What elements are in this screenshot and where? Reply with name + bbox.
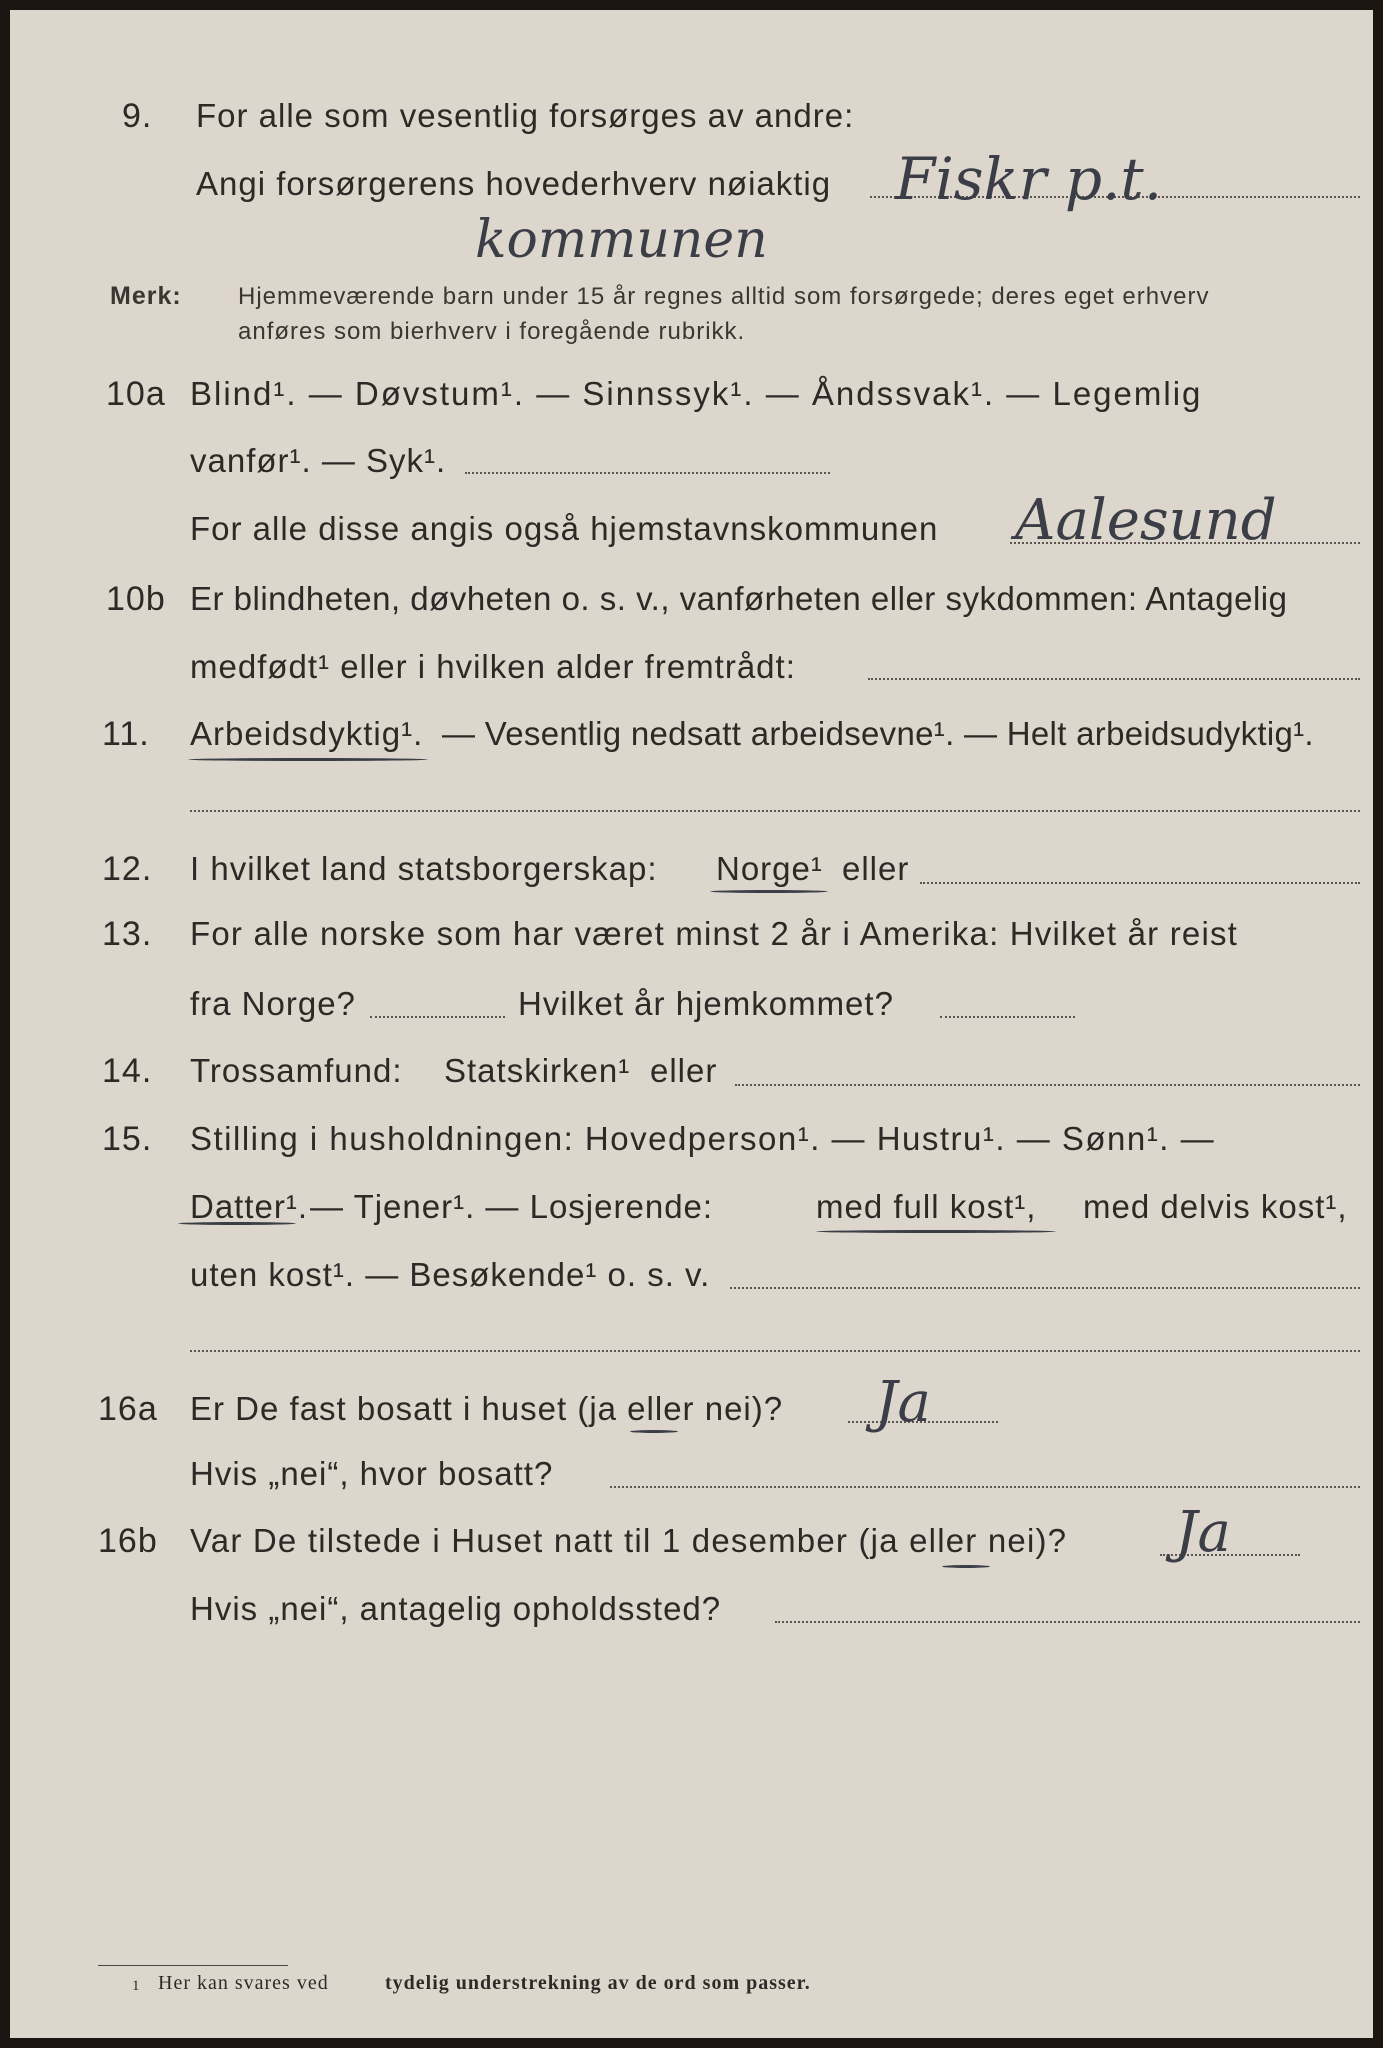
q10a-line2: vanfør¹. — Syk¹.	[190, 442, 447, 479]
merk-label: Merk:	[110, 282, 182, 310]
q10a-handwritten-answer: Aalesund	[1015, 488, 1277, 553]
q10b-number: 10b	[106, 580, 166, 618]
q11-option-arbeidsdyktig: Arbeidsdyktig¹.	[190, 715, 424, 752]
q9-line1: For alle som vesentlig forsørges av andre:	[196, 97, 855, 134]
footnote-mark: 1	[132, 1978, 141, 1994]
q15-datter-underline-mark	[178, 1222, 296, 1225]
q11-number: 11.	[102, 715, 150, 753]
q14-answer-line	[735, 1084, 1360, 1086]
q14-tail: eller	[650, 1052, 718, 1089]
q10a-line1: Blind¹. — Døvstum¹. — Sinnssyk¹. — Åndssvak¹. — Legemlig	[190, 375, 1203, 412]
q10a-syk-line	[465, 472, 830, 474]
q14-number: 14.	[102, 1052, 153, 1090]
q12-text: I hvilket land statsborgerskap:	[190, 850, 658, 887]
q15-option-full-kost: med full kost¹,	[816, 1188, 1037, 1225]
q13-line1: For alle norske som har været minst 2 år i Amerika: Hvilket år reist	[190, 915, 1239, 952]
q16b-ja-underline-mark	[942, 1565, 990, 1568]
q10a-line3: For alle disse angis også hjemstavnskommunen	[190, 510, 939, 547]
q16b-line1: Var De tilstede i Huset natt til 1 desember (ja eller nei)?	[190, 1522, 1068, 1559]
q12-tail: eller	[842, 850, 910, 887]
q16a-handwritten-answer: Ja	[875, 1370, 931, 1435]
footnote-rule	[98, 1965, 288, 1966]
q15-line3: uten kost¹. — Besøkende¹ o. s. v.	[190, 1256, 711, 1293]
q12-option-norge: Norge¹	[716, 850, 823, 887]
q15-answer-line-1	[730, 1287, 1360, 1289]
q16a-bosatt-line	[610, 1486, 1360, 1488]
q13-line2b: Hvilket år hjemkommet?	[518, 985, 894, 1022]
q12-underline-mark	[710, 890, 828, 893]
q16a-ja-underline-mark	[630, 1430, 678, 1433]
q10b-line1: Er blindheten, døvheten o. s. v., vanførheten eller sykdommen: Antagelig	[190, 580, 1288, 617]
q15-answer-line-2	[190, 1350, 1360, 1352]
merk-line2: anføres som bierhverv i foregående rubrikk.	[238, 318, 746, 345]
q16b-handwritten-answer: Ja	[1175, 1500, 1231, 1565]
q10b-line2: medfødt¹ eller i hvilken alder fremtrådt:	[190, 648, 796, 685]
q15-kost-underline-mark	[816, 1230, 1056, 1233]
q14-option-statskirken: Statskirken¹	[444, 1052, 631, 1089]
q15-line1: Stilling i husholdningen: Hovedperson¹. — Hustru¹. — Sønn¹. —	[190, 1120, 1216, 1157]
q15-line2-mid: — Tjener¹. — Losjerende:	[310, 1188, 714, 1225]
form-page	[10, 10, 1373, 2038]
q9-line2: Angi forsørgerens hovederhverv nøiaktig	[196, 165, 832, 202]
q16b-line2: Hvis „nei“, antagelig opholdssted?	[190, 1590, 722, 1627]
q13-line2a: fra Norge?	[190, 985, 356, 1022]
q16a-line1: Er De fast bosatt i huset (ja eller nei)?	[190, 1390, 784, 1427]
merk-line1: Hjemmeværende barn under 15 år regnes alltid som forsørgede; deres eget erhverv	[238, 283, 1210, 310]
q13-number: 13.	[102, 915, 153, 953]
q15-number: 15.	[102, 1120, 153, 1158]
q15-line2-end: med delvis kost¹,	[1083, 1188, 1348, 1225]
q15-option-datter: Datter¹.	[190, 1188, 309, 1225]
q10a-number: 10a	[106, 375, 166, 413]
q14-text: Trossamfund:	[190, 1052, 403, 1089]
q9-number: 9.	[122, 97, 153, 135]
q11-rest: — Vesentlig nedsatt arbeidsevne¹. — Helt arbeidsudyktig¹.	[442, 715, 1314, 752]
footnote-text-a: Her kan svares ved	[158, 1972, 329, 1994]
q10b-answer-line	[868, 678, 1360, 680]
q9-handwritten-answer-1: Fiskr p.t.	[895, 145, 1163, 213]
q9-handwritten-answer-2: kommunen	[475, 210, 768, 270]
q16a-line2: Hvis „nei“, hvor bosatt?	[190, 1455, 554, 1492]
q16a-number: 16a	[98, 1390, 158, 1428]
q12-answer-line	[920, 882, 1360, 884]
q13-hjem-line	[940, 1016, 1075, 1018]
q11-answer-line	[190, 810, 1360, 812]
q13-reist-line	[370, 1016, 505, 1018]
q11-underline-mark	[188, 758, 428, 761]
q16b-opholdssted-line	[775, 1621, 1360, 1623]
footnote-text-b: tydelig understrekning av de ord som passer.	[385, 1972, 811, 1994]
q12-number: 12.	[102, 850, 153, 888]
q16b-number: 16b	[98, 1522, 158, 1560]
